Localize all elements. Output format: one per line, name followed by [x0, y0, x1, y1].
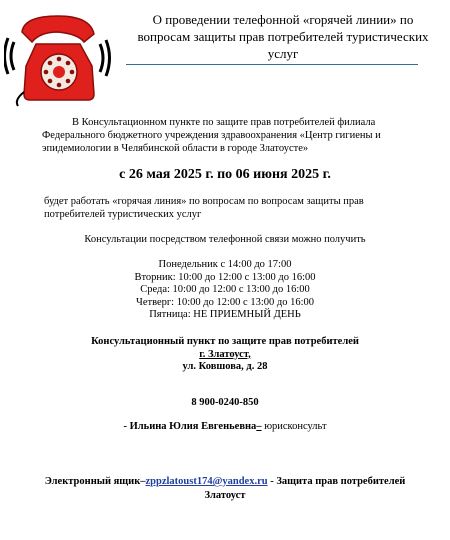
organization-address: [0, 336, 450, 374]
hotline-line-2: потребителей туристических услуг: [44, 209, 202, 220]
title-line-1: О проведении телефонной «горячей линии» по: [152, 12, 414, 27]
email-suffix: - Защита прав потребителей: [267, 476, 406, 487]
specialist-line: [0, 421, 450, 432]
page-title: [122, 11, 444, 62]
specialist-name: - Ильина Юлия Евгеньевна: [123, 421, 257, 432]
schedule-wednesday: Среда: 10:00 до 12:00 с 13:00 до 16:00: [140, 284, 310, 295]
intro-paragraph: [42, 116, 442, 155]
email-label: Электронный ящик–: [44, 476, 146, 487]
email-link[interactable]: zppzlatoust174@yandex.ru: [145, 476, 268, 487]
schedule-friday: Пятница: НЕ ПРИЕМНЫЙ ДЕНЬ: [149, 309, 301, 320]
org-city: г. Златоуст,: [199, 348, 251, 360]
email-block: [0, 475, 450, 503]
hotline-dates: с 26 мая 2025 г. по 06 июня 2025 г.: [119, 167, 331, 182]
intro-line-3: эпидемиологии в Челябинской области в городе Златоусте»: [42, 143, 309, 154]
intro-line-1: В Консультационном пункте по защите прав потребителей филиала: [72, 117, 376, 128]
org-street: ул. Ковшова, д. 28: [182, 361, 268, 372]
specialist-dash: –: [256, 421, 262, 432]
schedule-monday: Понедельник с 14:00 до 17:00: [158, 259, 292, 270]
consultation-intro: Консультации посредством телефонной связи можно получить: [84, 234, 366, 245]
hotline-description: [44, 195, 404, 221]
title-line-2: вопросам защиты прав потребителей туристических: [137, 29, 429, 44]
title-underline: [126, 64, 418, 65]
schedule-tuesday: Вторник: 10:00 до 12:00 с 13:00 до 16:00: [134, 271, 316, 283]
hotline-line-1: будет работать «горячая линия» по вопросам по вопросам защиты прав: [44, 196, 364, 207]
intro-line-2: Федерального бюджетного учреждения здравоохранения «Центр гигиены и: [42, 130, 381, 141]
specialist-role: юрисконсульт: [261, 421, 327, 432]
schedule-thursday: Четверг: 10:00 до 12:00 с 13:00 до 16:00: [136, 296, 314, 308]
red-telephone-icon: [4, 8, 112, 108]
org-name: Консультационный пункт по защите прав потребителей: [91, 336, 359, 347]
title-line-3: услуг: [267, 46, 299, 61]
phone-number[interactable]: 8 900-0240-850: [191, 397, 259, 408]
schedule-list: [0, 259, 450, 322]
email-line-2: Златоуст: [204, 490, 246, 501]
